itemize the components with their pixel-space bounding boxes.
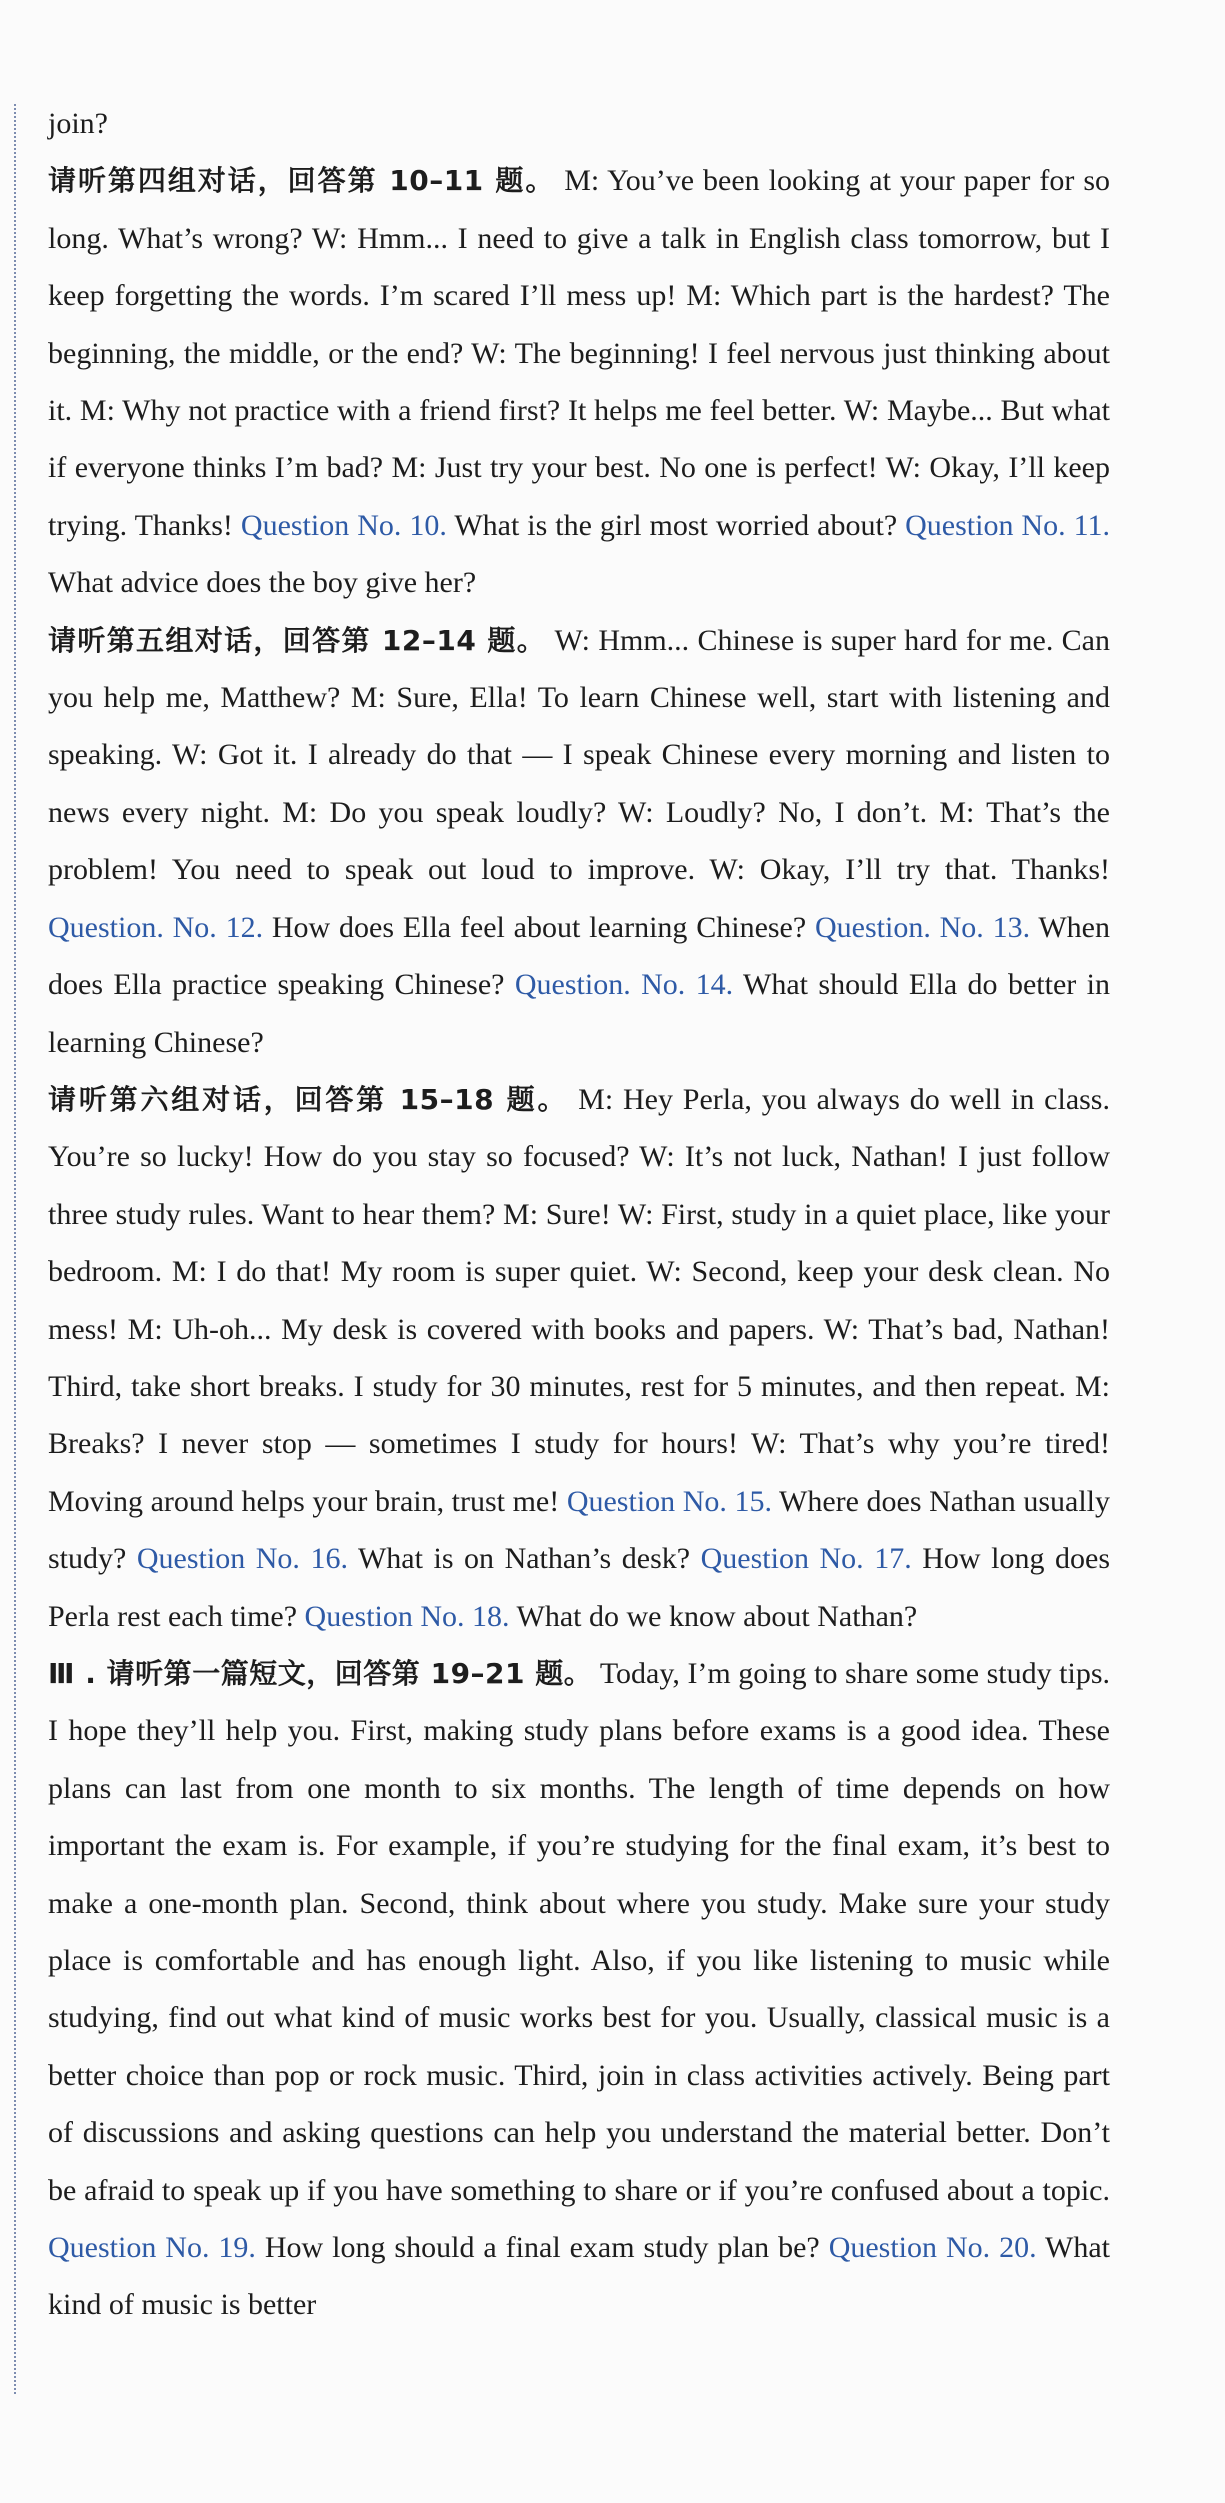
text-segment: How does Ella feel about learning Chinese?	[263, 910, 815, 944]
question-label: Question No. 18.	[304, 1599, 510, 1633]
question-label: Question No. 16.	[136, 1542, 348, 1576]
question-label: Question No. 19.	[48, 2231, 256, 2265]
text-segment: How long should a final exam study plan be?	[255, 2231, 829, 2265]
section-heading: 请听第四组对话，回答第 10–11 题。	[48, 164, 556, 198]
question-label: Question No. 10.	[240, 508, 447, 542]
paragraph-p1	[48, 152, 1110, 611]
paragraph-p3	[48, 1071, 1110, 1645]
transcript-content	[48, 95, 1110, 2334]
margin-dotted-rule	[14, 104, 16, 2394]
text-segment: Today, I’m going to share some study tips. I hope they’ll help you. First, making study plans before exams is a good idea. These plans can last from one month to six months. The length of time depends on how important the exam is. For example, if you’re studying for the final exam, it’s best to make a one-month plan. Second, think about where you study. Make sure your study place is comfortable and has enough light. Also, if you like listening to music while studying, find out what kind of music works best for you. Usually, classical music is a better choice than pop or rock music. Third, join in class activities actively. Being part of discussions and asking questions can help you understand the material better. Don’t be afraid to speak up if you have something to share or if you’re confused about a topic.	[48, 1656, 1110, 2207]
paragraph-p2	[48, 612, 1110, 1071]
question-label: Question. No. 13.	[815, 910, 1031, 944]
question-label: Question. No. 14.	[514, 968, 734, 1002]
text-segment: What is on Nathan’s desk?	[347, 1542, 701, 1576]
text-segment: What do we know about Nathan?	[509, 1599, 918, 1633]
text-segment: join?	[48, 107, 108, 140]
paragraph-p0	[48, 95, 1110, 152]
question-label: Question No. 11.	[905, 508, 1110, 542]
text-segment: What should Ella do better in learning Chinese?	[48, 968, 1110, 1059]
section-heading: 请听第六组对话，回答第 15–18 题。	[48, 1082, 569, 1116]
paragraph-p4	[48, 1645, 1110, 2334]
section-heading: 请听第五组对话，回答第 12–14 题。	[48, 623, 547, 657]
text-segment: M: You’ve been looking at your paper for so long. What’s wrong? W: Hmm... I need to give a talk in English class tomorrow, but I keep forgetting the words. I’m scared I’ll mess up! M: Which part is the hardest? The beginning, the middle, or the end? W: The beginning! I feel nervous just thinking about it. M: Why not practice with a friend first? It helps me feel better. W: Maybe... But what if everyone thinks I’m bad? M: Just try your best. No one is perfect! W: Okay, I’ll keep trying. Thanks!	[48, 164, 1110, 542]
question-label: Question No. 17.	[700, 1542, 912, 1576]
section-heading: Ⅲ . 请听第一篇短文，回答第 19–21 题。	[48, 1656, 593, 1690]
text-segment: What kind of music is better	[48, 2231, 1110, 2322]
text-segment: M: Hey Perla, you always do well in class. You’re so lucky! How do you stay so focused? W: It’s not luck, Nathan! I just follow three study rules. Want to hear them? M: Sure! W: First, study in a quiet place, like your bedroom. M: I do that! My room is super quiet. W: Second, keep your desk clean. No mess! M: Uh-oh... My desk is covered with books and papers. W: That’s bad, Nathan! Third, take short breaks. I study for 30 minutes, rest for 5 minutes, and then repeat. M: Breaks? I never stop — sometimes I study for hours! W: That’s why you’re tired! Moving around helps your brain, trust me!	[48, 1082, 1110, 1518]
text-segment: What is the girl most worried about?	[446, 508, 906, 542]
question-label: Question No. 20.	[828, 2231, 1037, 2265]
text-segment: Where does Nathan usually study?	[48, 1484, 1110, 1576]
question-label: Question No. 15.	[566, 1484, 772, 1518]
text-segment: W: Hmm... Chinese is super hard for me. Can you help me, Matthew? M: Sure, Ella! To learn Chinese well, start with listening and speaking. W: Got it. I already do that — I speak Chinese every morning and listen to news every night. M: Do you speak loudly? W: Loudly? No, I don’t. M: That’s the problem! You need to speak out loud to improve. W: Okay, I’ll try that. Thanks!	[48, 623, 1110, 887]
text-segment: How long does Perla rest each time?	[48, 1542, 1111, 1633]
question-label: Question. No. 12.	[48, 910, 264, 944]
text-segment: What advice does the boy give her?	[48, 566, 477, 600]
text-segment: When does Ella practice speaking Chinese?	[48, 910, 1110, 1002]
